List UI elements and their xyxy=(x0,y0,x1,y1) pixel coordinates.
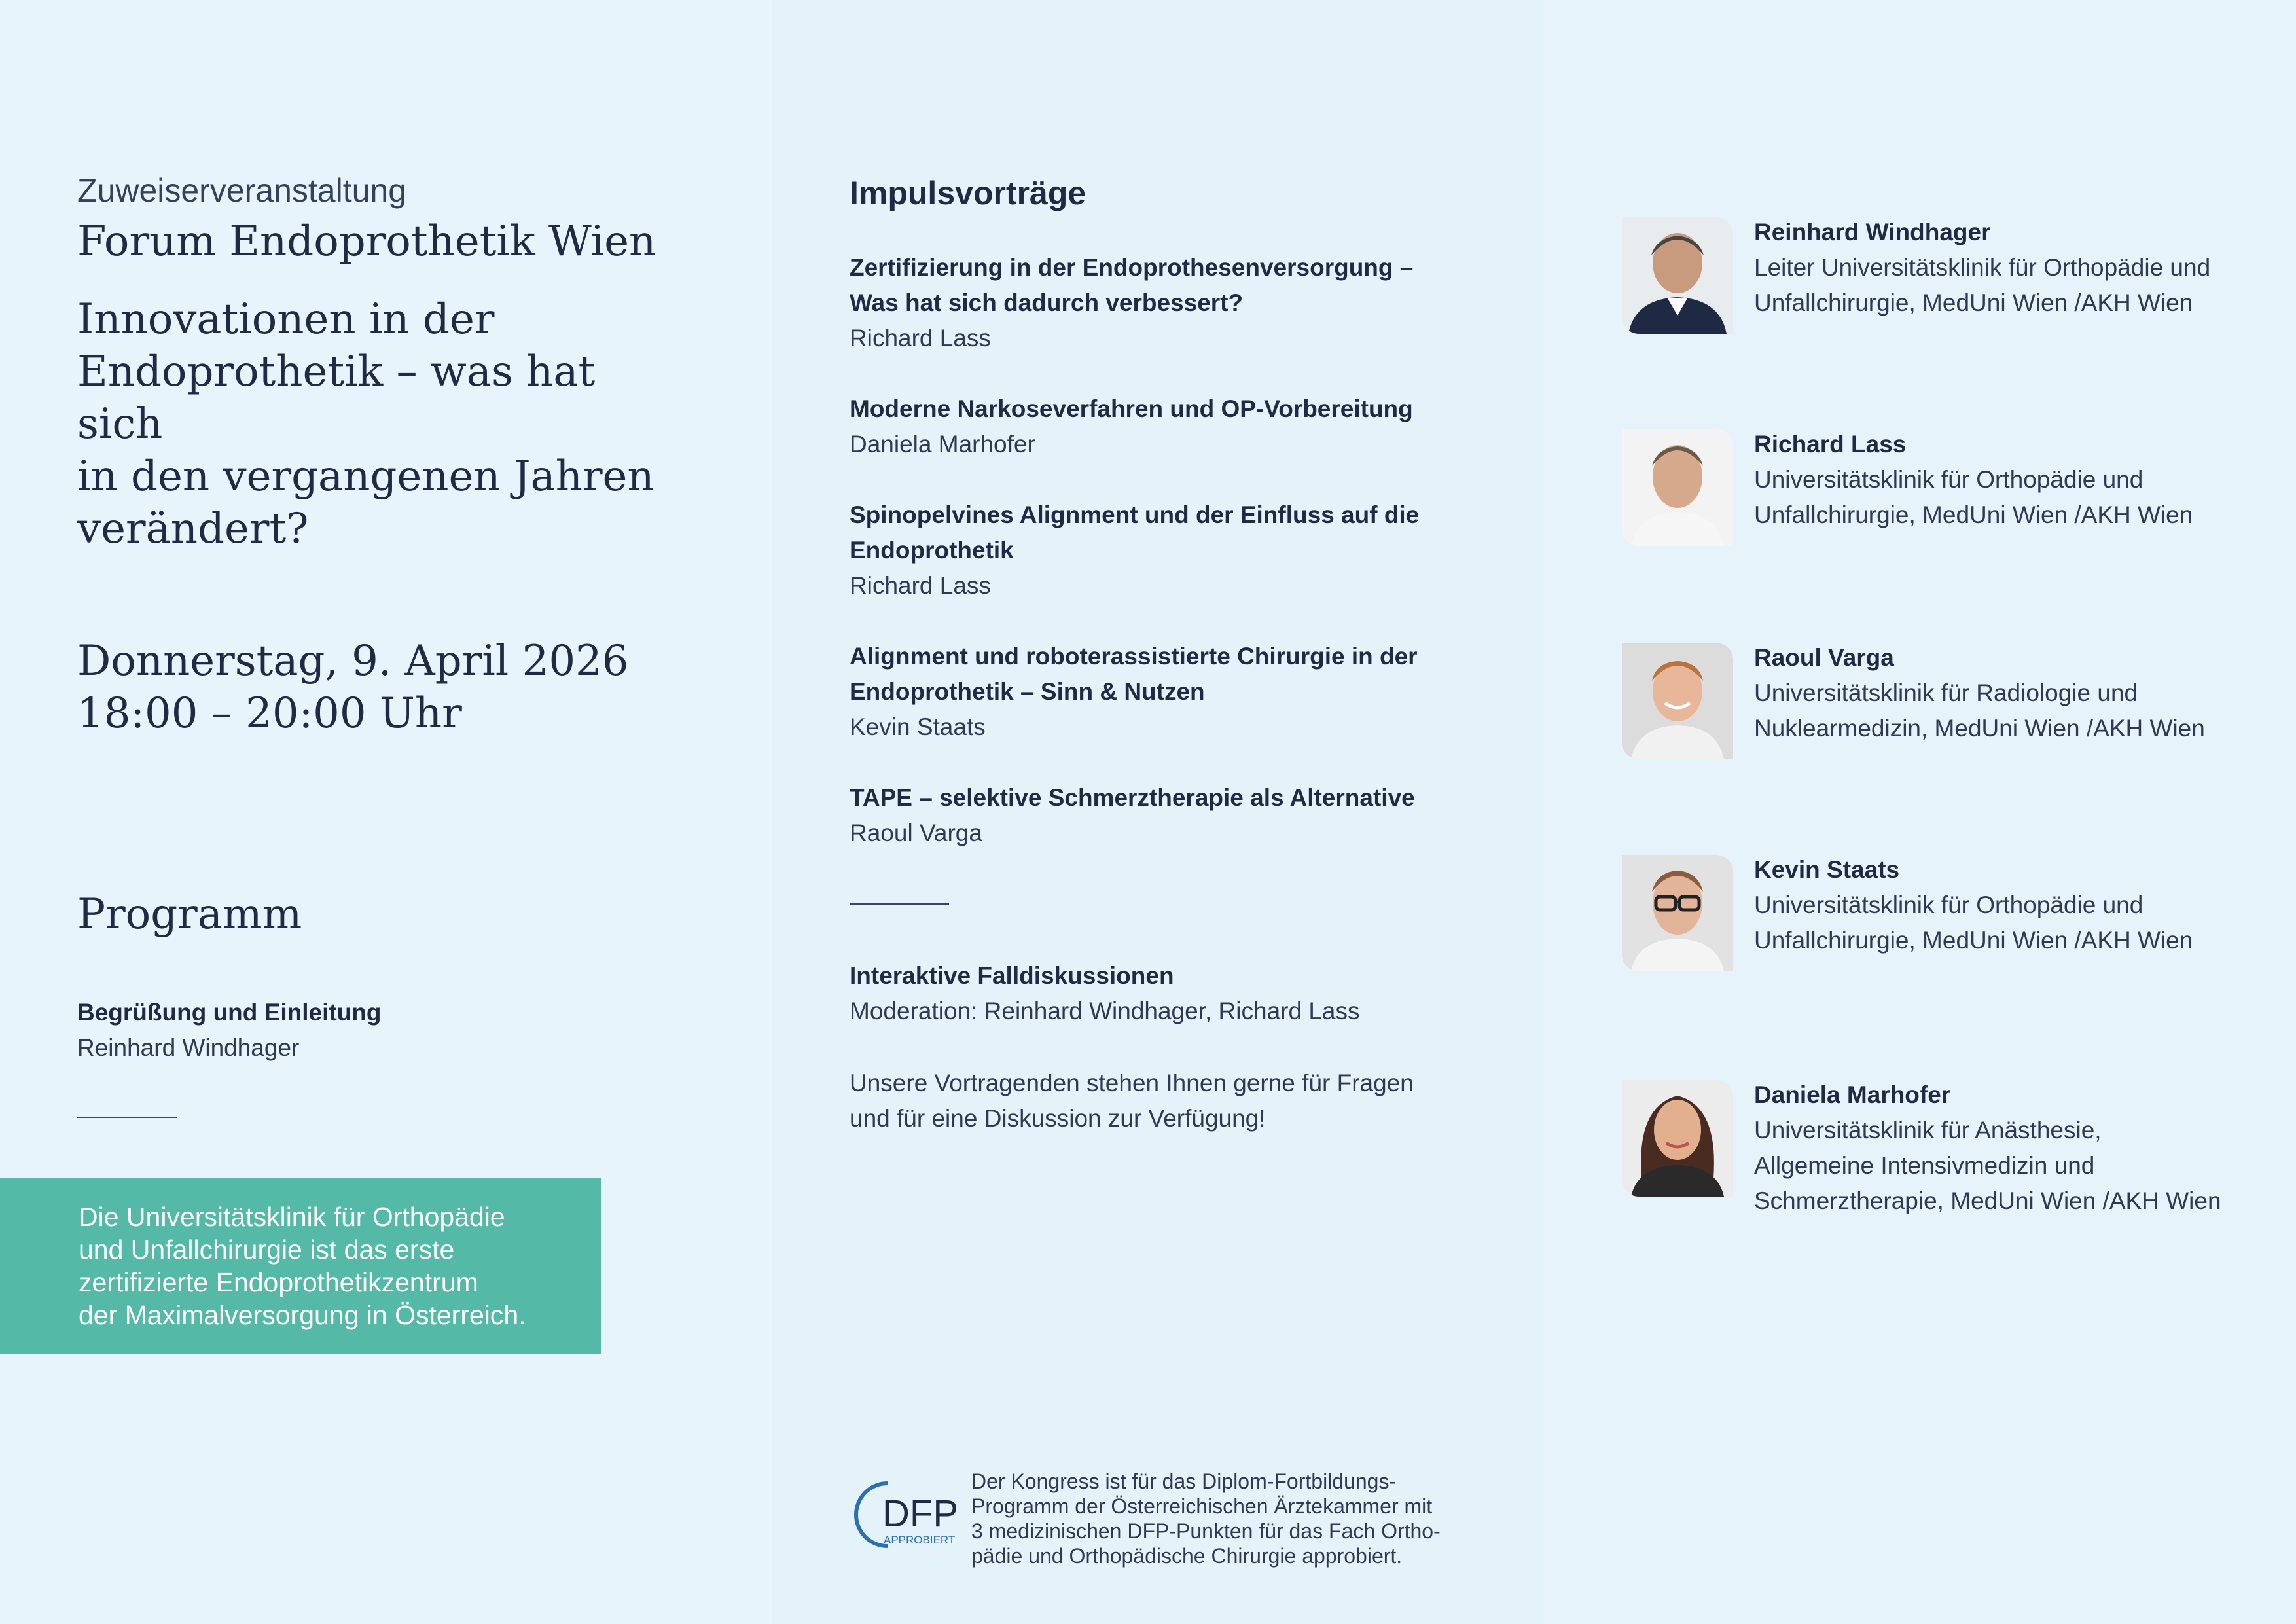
dfp-logo-sub: APPROBIERT xyxy=(884,1534,956,1546)
talk-title: Endoprothetik xyxy=(850,537,1014,564)
talk-list xyxy=(850,250,1452,886)
divider-rule xyxy=(77,1117,177,1118)
speaker-photo xyxy=(1622,217,1733,334)
left-panel xyxy=(0,0,772,1624)
speaker-photo xyxy=(1622,1080,1733,1197)
case-discussion xyxy=(850,958,1452,1029)
talk-item xyxy=(850,780,1452,851)
talk-title: Moderne Narkoseverfahren und OP-Vorbereitung xyxy=(850,395,1413,422)
highlight-line: der Maximalversorgung in Österreich. xyxy=(79,1300,526,1330)
event-title-line: Endoprothetik – was hat sich xyxy=(77,348,596,448)
talk-item xyxy=(850,639,1452,745)
dfp-line: Programm der Österreichischen Ärztekammer mit xyxy=(971,1494,1433,1518)
dfp-line: pädie und Orthopädische Chirurgie approbiert. xyxy=(971,1544,1403,1568)
event-date: Donnerstag, 9. April 2026 xyxy=(77,637,629,685)
program-intro xyxy=(77,995,382,1066)
talk-speaker: Kevin Staats xyxy=(850,713,986,740)
talk-title: Alignment und roboterassistierte Chirurgie in der xyxy=(850,643,1418,670)
speaker-name: Reinhard Windhager xyxy=(1754,219,1991,245)
speaker-info xyxy=(1754,215,2278,321)
talk-title: TAPE – selektive Schmerztherapie als Alternative xyxy=(850,784,1415,811)
talk-title: Spinopelvines Alignment und der Einfluss auf die xyxy=(850,501,1420,528)
talk-item xyxy=(850,250,1452,356)
event-title-line: Innovationen in der xyxy=(77,295,495,344)
closing-line: und für eine Diskussion zur Verfügung! xyxy=(850,1105,1266,1132)
speaker-card xyxy=(1622,429,2289,560)
talk-speaker: Richard Lass xyxy=(850,325,991,352)
speaker-photo xyxy=(1622,855,1733,971)
speaker-card xyxy=(1622,643,2289,774)
speaker-affiliation: Schmerztherapie, MedUni Wien /AKH Wien xyxy=(1754,1187,2221,1214)
event-time: 18:00 – 20:00 Uhr xyxy=(77,689,462,738)
speaker-name: Richard Lass xyxy=(1754,431,1907,458)
highlight-line: zertifizierte Endoprothetikzentrum xyxy=(79,1267,478,1297)
event-title-line: in den vergangenen Jahren xyxy=(77,452,655,501)
speaker-name: Daniela Marhofer xyxy=(1754,1081,1951,1108)
case-discussion-moderation: Moderation: Reinhard Windhager, Richard Lass xyxy=(850,998,1360,1024)
speaker-card xyxy=(1622,1080,2289,1250)
speaker-card xyxy=(1622,217,2289,348)
speaker-name: Kevin Staats xyxy=(1754,856,1900,883)
talk-title: Zertifizierung in der Endoprothesenversorgung – xyxy=(850,254,1414,281)
talk-item xyxy=(850,497,1452,604)
speaker-affiliation: Universitätsklinik für Orthopädie und xyxy=(1754,892,2144,918)
speaker-card xyxy=(1622,855,2289,986)
speaker-affiliation: Allgemeine Intensivmedizin und xyxy=(1754,1152,2095,1179)
program-item-speaker: Reinhard Windhager xyxy=(77,1034,300,1061)
event-title-line: verändert? xyxy=(77,505,309,553)
speaker-affiliation: Universitätsklinik für Radiologie und xyxy=(1754,679,2138,706)
dfp-note xyxy=(971,1469,1495,1568)
highlight-line: und Unfallchirurgie ist das erste xyxy=(79,1235,455,1265)
program-item-title: Begrüßung und Einleitung xyxy=(77,999,382,1026)
talk-title: Was hat sich dadurch verbessert? xyxy=(850,289,1244,316)
event-datetime xyxy=(77,635,628,740)
talk-speaker: Richard Lass xyxy=(850,572,991,599)
speaker-info xyxy=(1754,427,2278,533)
dfp-line: 3 medizinischen DFP-Punkten für das Fach Ortho- xyxy=(971,1519,1441,1543)
speaker-photo xyxy=(1622,643,1733,759)
closing-line: Unsere Vortragenden stehen Ihnen gerne für Fragen xyxy=(850,1070,1414,1096)
speaker-affiliation: Leiter Universitätsklinik für Orthopädie und xyxy=(1754,254,2211,281)
talks-heading: Impulsvorträge xyxy=(850,175,1086,211)
dfp-logo xyxy=(853,1479,958,1551)
speaker-affiliation: Unfallchirurgie, MedUni Wien /AKH Wien xyxy=(1754,927,2193,954)
highlight-line: Die Universitätsklinik für Orthopädie xyxy=(79,1202,505,1232)
event-type: Zuweiserveranstaltung xyxy=(77,172,407,209)
dfp-logo-text: DFP xyxy=(882,1492,958,1535)
speaker-affiliation: Universitätsklinik für Orthopädie und xyxy=(1754,466,2144,493)
talk-title: Endoprothetik – Sinn & Nutzen xyxy=(850,678,1205,705)
divider-rule xyxy=(850,903,949,905)
dfp-line: Der Kongress ist für das Diplom-Fortbildungs- xyxy=(971,1470,1397,1493)
talk-item xyxy=(850,391,1452,462)
closing-note xyxy=(850,1066,1452,1136)
speaker-affiliation: Unfallchirurgie, MedUni Wien /AKH Wien xyxy=(1754,501,2193,528)
speaker-affiliation: Nuklearmedizin, MedUni Wien /AKH Wien xyxy=(1754,715,2205,742)
speaker-info xyxy=(1754,640,2278,746)
right-panel xyxy=(1545,0,2296,1624)
middle-panel xyxy=(772,0,1545,1624)
speaker-name: Raoul Varga xyxy=(1754,644,1894,671)
speaker-info xyxy=(1754,1077,2278,1219)
event-title xyxy=(77,293,666,555)
speaker-affiliation: Universitätsklinik für Anästhesie, xyxy=(1754,1117,2102,1144)
speaker-info xyxy=(1754,852,2278,958)
speaker-affiliation: Unfallchirurgie, MedUni Wien /AKH Wien xyxy=(1754,289,2193,316)
case-discussion-title: Interaktive Falldiskussionen xyxy=(850,962,1174,989)
event-name: Forum Endoprothetik Wien xyxy=(77,217,656,266)
talk-speaker: Raoul Varga xyxy=(850,820,982,846)
program-heading: Programm xyxy=(77,890,302,939)
highlight-box xyxy=(0,1178,601,1354)
talk-speaker: Daniela Marhofer xyxy=(850,431,1035,458)
speaker-photo xyxy=(1622,429,1733,546)
